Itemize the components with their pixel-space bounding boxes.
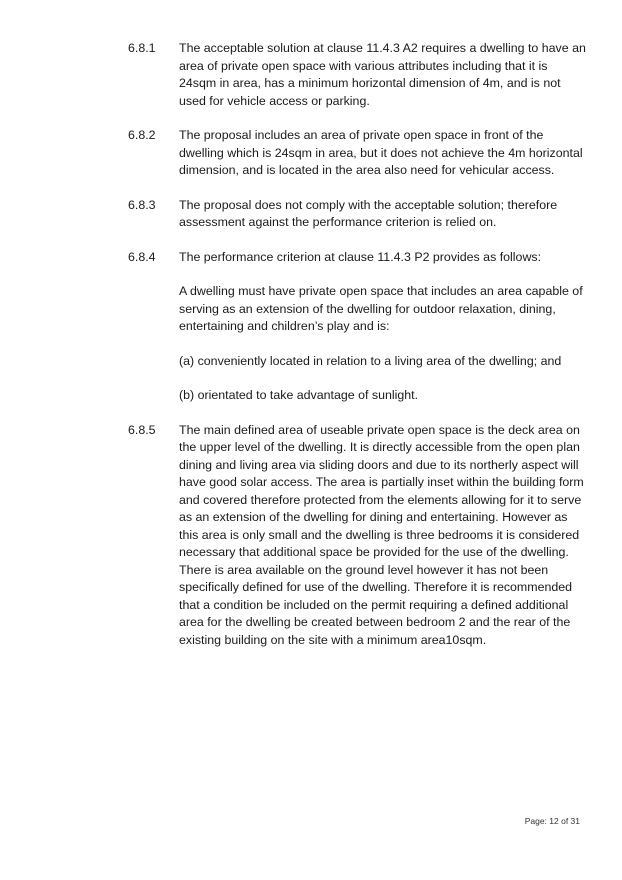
clause-number: 6.8.1 (128, 41, 156, 55)
clause-paragraph: The main defined area of useable private open space is the deck area on the upper level of the dwelling. It is directly accessible from the open plan dining and living area via sliding doors and due to its northerly aspect will have good solar access. The area is partially inset within the building form and covered therefore protected from the elements allowing for it to serve as an extension of the dwelling for dining and entertaining. However as this area is only small and the dwelling is three bedrooms it is considered necessary that additional space be provided for the use of the dwelling. There is area available on the ground level however it has not been specifically defined for use of the dwelling. Therefore it is recommended that a condition be included on the permit requiring a defined additional area for the dwelling be created between bedroom 2 and the rear of the existing building on the site with a minimum area10sqm. (179, 422, 584, 647)
clause-paragraph: The proposal does not comply with the acceptable solution; therefore assessment against the performance criterion is relied on. (179, 197, 558, 229)
quoted-criterion: A dwelling must have private open space that includes an area capable of serving as an extension of the dwelling for outdoor relaxation, dining, entertaining and children’s play and is: (179, 284, 583, 333)
clause-list (128, 40, 588, 666)
clause-body (179, 127, 588, 180)
clause-number: 6.8.4 (128, 249, 156, 264)
clause-paragraph: The proposal includes an area of private open space in front of the dwelling which is 24sqm in area, but it does not achieve the 4m horizontal dimension, and is located in the area also need for vehicular access. (179, 128, 583, 177)
criterion-item-a: (a) conveniently located in relation to a living area of the dwelling; and (179, 353, 562, 368)
clause-paragraph: The acceptable solution at clause 11.4.3 A2 requires a dwelling to have an area of private open space with various attributes including that it is 24sqm in area, has a minimum horizontal dimension of 4m, and is not used for vehicle access or parking. (179, 41, 586, 108)
clause-body (179, 197, 588, 232)
clause-paragraph: The performance criterion at clause 11.4.3 P2 provides as follows: (179, 249, 542, 264)
clause-number: 6.8.3 (128, 197, 156, 212)
clause-body (179, 40, 588, 110)
clause-number: 6.8.2 (128, 128, 156, 142)
clause-body (179, 249, 588, 405)
clause-number: 6.8.5 (128, 422, 156, 437)
clause-6-8-1 (128, 40, 588, 110)
clause-6-8-4 (128, 249, 588, 405)
page-number: Page: 12 of 31 (524, 816, 580, 826)
clause-6-8-3 (128, 197, 588, 232)
clause-6-8-2 (128, 127, 588, 180)
clause-body (179, 422, 588, 650)
criterion-item-b: (b) orientated to take advantage of sunlight. (179, 388, 419, 402)
clause-6-8-5 (128, 422, 588, 650)
